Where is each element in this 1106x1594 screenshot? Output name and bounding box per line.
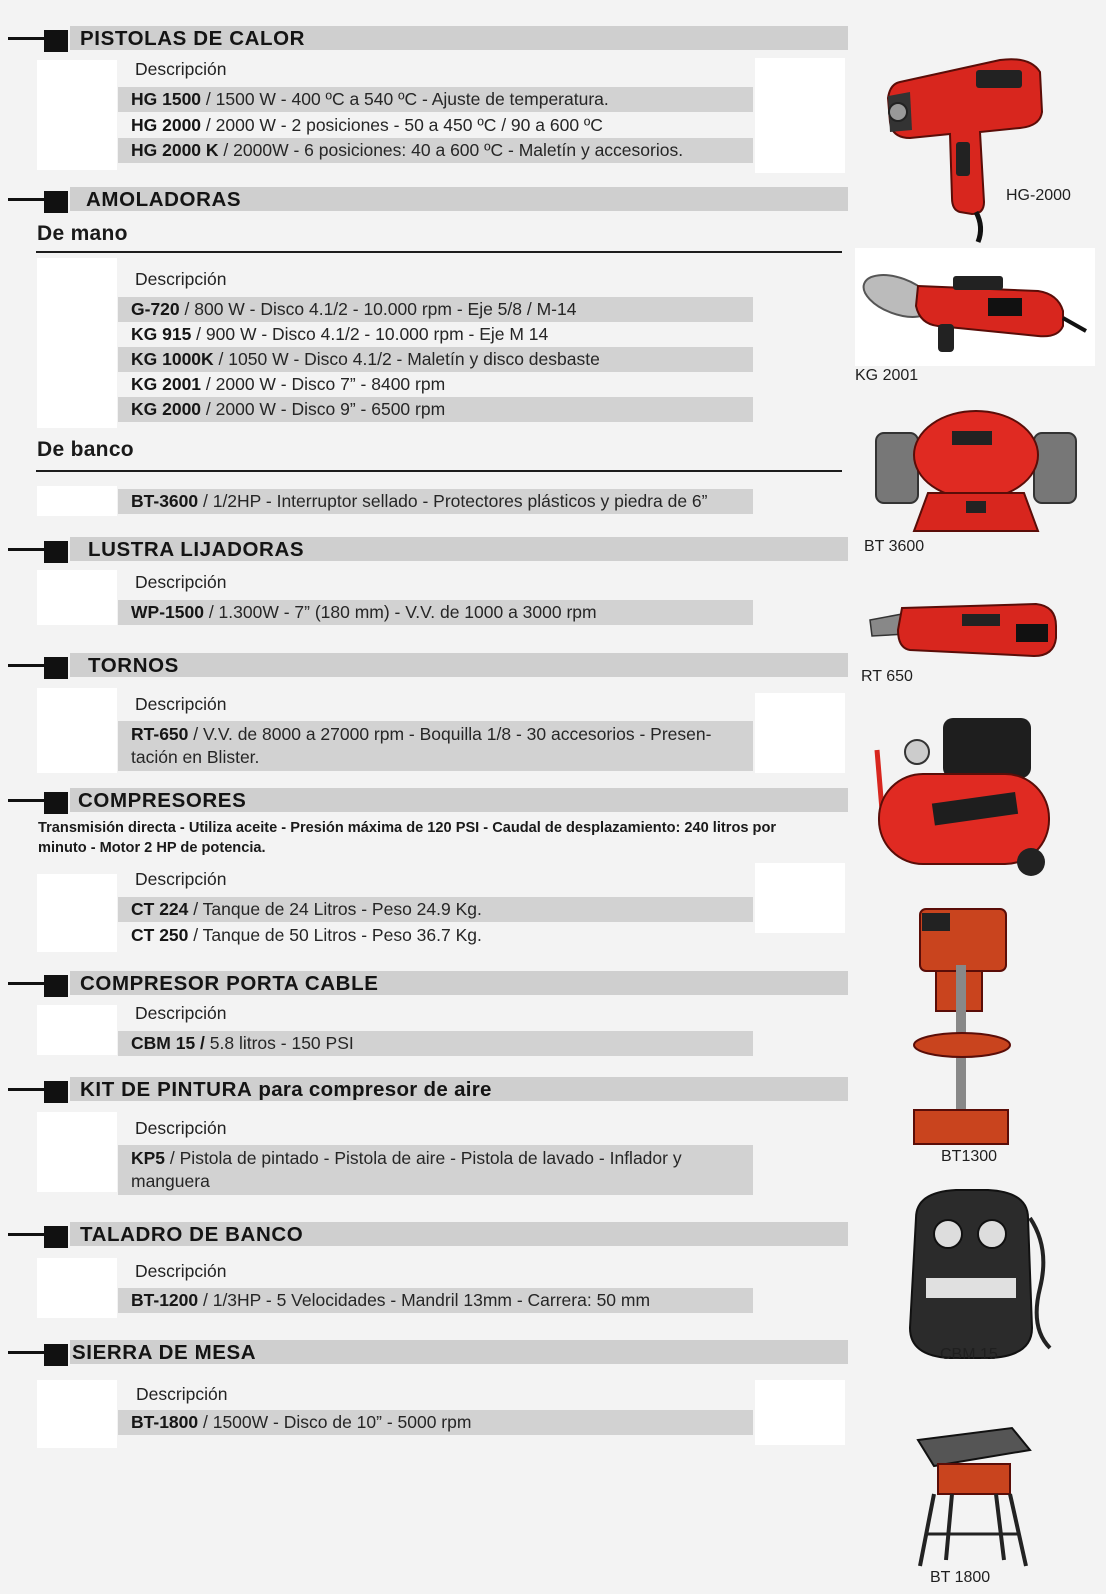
section-header-sierra (8, 1340, 848, 1366)
spec-row: HG 1500 / 1500 W - 400 ºC a 540 ºC - Ajuste de temperatura. (118, 87, 753, 112)
section-header-pistolas (8, 26, 848, 52)
section-title: AMOLADORAS (86, 188, 242, 211)
divider (36, 251, 842, 253)
table-saw-image (912, 1410, 1034, 1570)
compressor-note: Transmisión directa - Utiliza aceite - Presión máxima de 120 PSI - Caudal de desplazamiento: 240 litros por minuto - Motor 2 HP de potencia. (38, 820, 777, 856)
content-box (755, 58, 845, 173)
content-box (755, 693, 845, 773)
spec-row: KG 915 / 900 W - Disco 4.1/2 - 10.000 rpm - Eje M 14 (131, 324, 549, 344)
description-label: Descripción (135, 1118, 227, 1138)
section-header-taladro (8, 1222, 848, 1248)
spec-row: CT 224 / Tanque de 24 Litros - Peso 24.9 Kg. (118, 897, 753, 922)
angle-grinder-image (858, 256, 1088, 356)
spec-row: CT 250 / Tanque de 50 Litros - Peso 36.7 Kg. (131, 925, 482, 945)
product-label: BT1300 (941, 1148, 998, 1165)
section-title: PISTOLAS DE CALOR (80, 27, 306, 50)
spec-row: KG 1000K / 1050 W - Disco 4.1/2 - Maletín y disco desbaste (118, 347, 753, 372)
section-header-amoladoras (8, 187, 848, 213)
product-label: RT 650 (861, 668, 913, 685)
bench-grinder-image (868, 393, 1088, 538)
description-label: Descripción (135, 694, 227, 714)
section-title: SIERRA DE MESA (72, 1341, 257, 1364)
content-box (37, 1380, 117, 1448)
description-label: Descripción (135, 1003, 227, 1023)
section-header-tornos (8, 653, 848, 679)
section-title: COMPRESOR PORTA CABLE (80, 972, 379, 995)
product-label: BT 3600 (864, 538, 925, 555)
spec-row: KG 2001 / 2000 W - Disco 7” - 8400 rpm (131, 374, 446, 394)
content-box (37, 486, 117, 516)
section-header-compresores (8, 788, 848, 814)
content-box (37, 570, 117, 625)
description-label: Descripción (135, 572, 227, 592)
section-title: COMPRESORES (78, 789, 247, 812)
product-label: CBM 15 (940, 1346, 998, 1363)
heat-gun-image (880, 52, 1060, 247)
spec-row: HG 2000 / 2000 W - 2 posiciones - 50 a 450 ºC / 90 a 600 ºC (131, 115, 603, 135)
content-box (37, 1258, 117, 1318)
pancake-compressor-image (900, 1178, 1058, 1368)
section-header-lustra (8, 537, 848, 563)
spec-row: CBM 15 / 5.8 litros - 150 PSI (118, 1031, 753, 1056)
spec-row: HG 2000 K / 2000W - 6 posiciones: 40 a 600 ºC - Maletín y accesorios. (118, 138, 753, 163)
section-header-porta-cable (8, 971, 848, 997)
product-label: HG-2000 (1006, 187, 1071, 204)
drill-press-image (908, 905, 1026, 1150)
content-box (755, 1380, 845, 1445)
content-box (37, 1005, 117, 1055)
content-box (37, 1112, 117, 1192)
section-header-kit-pintura (8, 1077, 848, 1103)
description-label: Descripción (135, 59, 227, 79)
description-label: Descripción (135, 1261, 227, 1281)
content-box (37, 258, 117, 428)
subheading-de-mano: De mano (37, 222, 128, 245)
content-box (37, 688, 117, 773)
product-label: KG 2001 (855, 367, 919, 384)
product-label: BT 1800 (930, 1569, 991, 1586)
divider (36, 470, 842, 472)
description-label: Descripción (135, 269, 227, 289)
content-box (37, 874, 117, 952)
description-label: Descripción (135, 869, 227, 889)
rotary-tool-image (866, 590, 1062, 665)
spec-row: G-720 / 800 W - Disco 4.1/2 - 10.000 rpm - Eje 5/8 / M-14 (118, 297, 753, 322)
spec-row: WP-1500 / 1.300W - 7” (180 mm) - V.V. de 1000 a 3000 rpm (118, 600, 753, 625)
section-title: TALADRO DE BANCO (80, 1223, 304, 1246)
subheading-de-banco: De banco (37, 438, 134, 461)
spec-row: BT-1200 / 1/3HP - 5 Velocidades - Mandril 13mm - Carrera: 50 mm (118, 1288, 753, 1313)
content-box (37, 60, 117, 170)
spec-row: BT-1800 / 1500W - Disco de 10” - 5000 rpm (118, 1410, 753, 1435)
spec-row: KG 2000 / 2000 W - Disco 9” - 6500 rpm (118, 397, 753, 422)
section-title: TORNOS (88, 654, 179, 677)
section-title: KIT DE PINTURA para compresor de aire (80, 1078, 492, 1101)
spec-row: BT-3600 / 1/2HP - Interruptor sellado - Protectores plásticos y piedra de 6” (118, 489, 753, 514)
compressor-image (873, 712, 1059, 882)
content-box (755, 863, 845, 933)
section-title: LUSTRA LIJADORAS (88, 538, 305, 561)
spec-row: KP5 / Pistola de pintado - Pistola de aire - Pistola de lavado - Inflador y manguera (118, 1145, 753, 1195)
description-label: Descripción (136, 1384, 228, 1404)
spec-row: RT-650 / V.V. de 8000 a 27000 rpm - Boquilla 1/8 - 30 accesorios - Presen-tación en Blister. (118, 721, 753, 771)
